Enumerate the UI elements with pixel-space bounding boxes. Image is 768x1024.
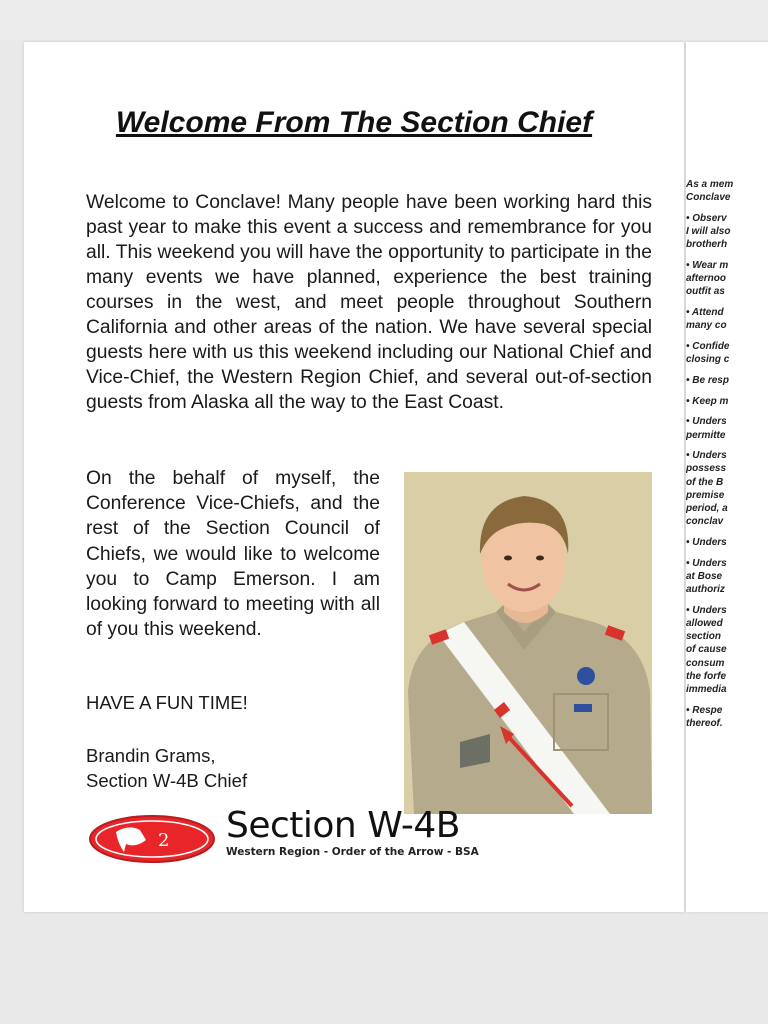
section-wordmark-subtitle: Western Region - Order of the Arrow - BSA [226,846,479,858]
next-page-fragment [686,557,768,597]
next-page-fragment [686,395,768,408]
next-page-fragment-line: period, a [686,503,728,515]
next-page-fragment-line: outfit as [686,286,725,298]
next-page-fragment-line: • Unders [686,557,727,569]
next-page-fragment-list [686,178,768,738]
signature-block [86,743,247,793]
next-page-fragment [686,259,768,299]
next-page-fragment-line: I will also [686,226,731,238]
next-page-fragment [686,306,768,332]
next-page-fragment [686,704,768,730]
next-page-fragment-line: • Unders [686,604,727,616]
next-page-fragment-line: • Unders [686,416,727,428]
next-page-fragment-line: • Keep m [686,395,729,407]
next-page-fragment-line: • Confide [686,341,730,353]
next-page-fragment [686,536,768,549]
next-page-fragment-line: closing c [686,354,730,366]
next-page-fragment-line: consum [686,657,725,669]
section-wordmark-title: Section W-4B [226,805,460,846]
next-page-fragment [686,604,768,696]
next-page-fragment [686,415,768,441]
welcome-paragraph: Welcome to Conclave! Many people have been working hard this past year to make this event a success and remembrance for you all. This weekend you will have the opportunity to participate in the many events we have planned, experience the best training courses in the west, and meet people throughout Southern California and other areas of the nation. We have several special guests here with us this weekend including our National Chief and Vice-Chief, the Western Region Chief, and several out-of-section guests from Alaska all the way to the East Coast. [86,192,652,413]
next-page-fragment-line: section [686,631,722,643]
page-title: Welcome From The Section Chief [115,106,593,139]
logo-badge-number: 2 [158,830,170,851]
next-page-fragment-line: of the B [686,476,724,488]
next-page-fragment-line: permitte [686,429,726,441]
behalf-paragraph: On the behalf of myself, the Conference Vice-Chiefs, and the rest of the Section Council of Chiefs, we would like to welcome you to Camp Emerson. I am looking forward to meeting with all of you this weekend. [86,468,380,641]
next-page-fragment-line: • Be resp [686,374,729,386]
portrait-illustration [404,472,652,814]
next-page-fragment-line: allowed [686,617,723,629]
next-page-fragment-line: brotherh [686,239,728,251]
section-logo-icon [88,814,216,864]
next-page-fragment-line: immedia [686,684,727,695]
next-page-fragment-line: Conclave [686,192,731,204]
next-page-fragment [686,340,768,366]
next-page-fragment-line: As a mem [686,179,734,190]
next-page-fragment [686,178,768,204]
next-page-fragment-line: • Unders [686,450,727,462]
chief-portrait-photo [404,472,652,814]
next-page-fragment [686,449,768,528]
next-page-fragment-line: • Unders [686,536,727,548]
next-page-fragment-line: premise [686,489,725,501]
closing-exclamation: HAVE A FUN TIME! [86,692,248,713]
scan-background [0,0,768,40]
next-page-fragment [686,212,768,252]
section-wordmark [226,806,479,858]
next-page-fragment-line: of cause [686,644,727,656]
next-page-fragment-line: • Observ [686,212,727,224]
next-page-fragment-line: possess [686,463,727,475]
next-page-fragment-line: • Attend [686,307,724,319]
next-page-fragment-line: afternoo [686,273,726,285]
next-page-edge [686,42,768,912]
next-page-fragment-line: conclav [686,516,724,528]
next-page-fragment-line: thereof. [686,717,723,729]
next-page-fragment [686,374,768,387]
next-page-fragment-line: • Wear m [686,260,729,272]
next-page-fragment-line: many co [686,320,727,332]
brochure-page [24,42,684,912]
next-page-fragment-line: authoriz [686,584,725,596]
signature-title: Section W-4B Chief [86,770,248,791]
next-page-fragment-line: the forfe [686,670,726,682]
next-page-fragment-line: • Respe [686,704,723,716]
next-page-fragment-line: at Bose [686,570,723,582]
signature-name: Brandin Grams, [86,745,216,766]
